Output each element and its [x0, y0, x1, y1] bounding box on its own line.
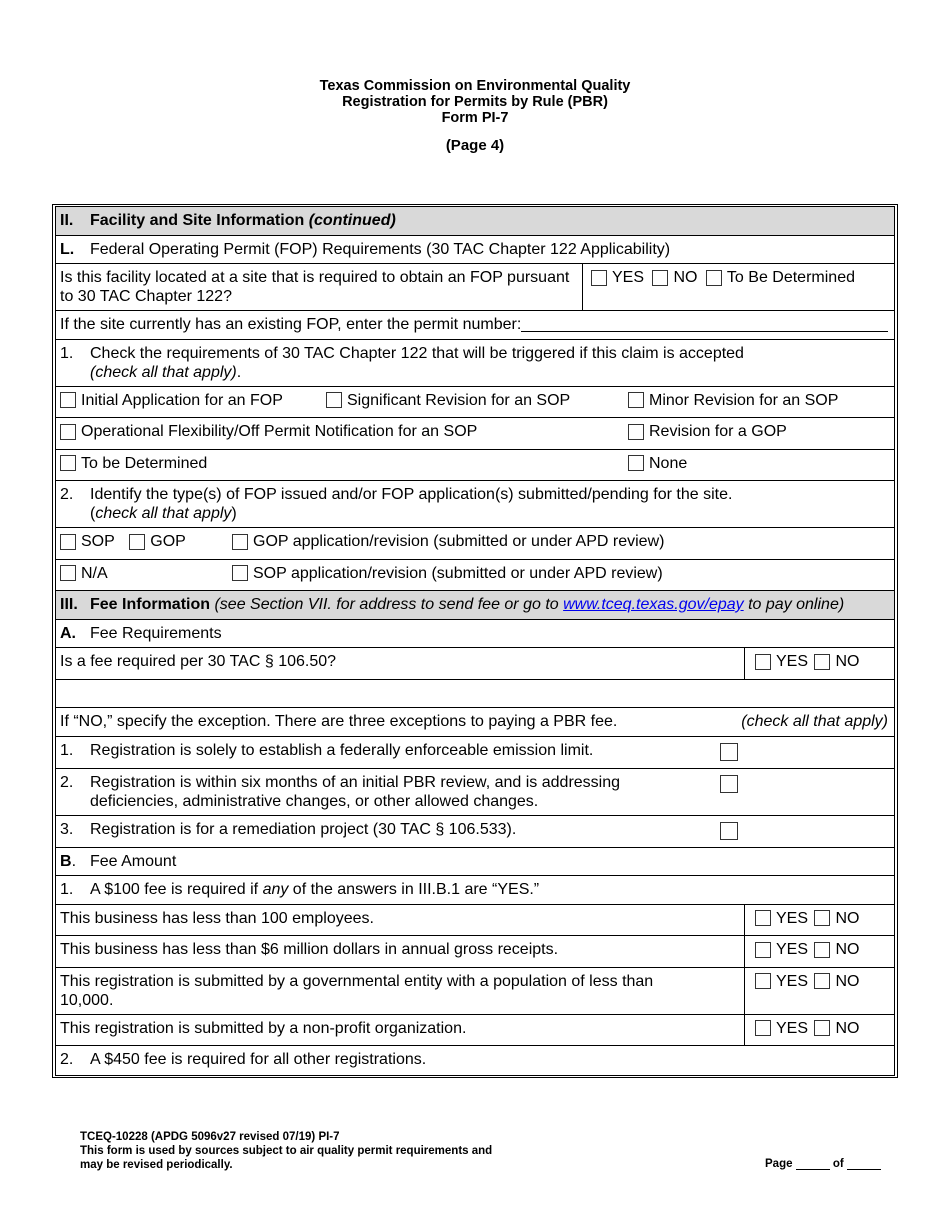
permit-number-input[interactable] — [521, 315, 888, 332]
epay-link[interactable]: www.tceq.texas.gov/epay — [563, 596, 744, 613]
checkbox[interactable] — [60, 534, 76, 550]
subsection-dot: . — [71, 852, 77, 870]
checkbox[interactable] — [755, 910, 771, 926]
section-note: to pay online) — [743, 596, 845, 613]
form-header — [0, 78, 950, 154]
option-label: Minor Revision for an SOP — [649, 391, 839, 409]
subsection-l — [56, 236, 894, 265]
subsection-number: A. — [60, 624, 76, 642]
item-number: 2. — [60, 1051, 74, 1068]
item-number: 2. — [60, 773, 74, 791]
subsection-number: B — [60, 852, 72, 870]
sop-option[interactable] — [60, 532, 115, 551]
form-id: TCEQ-10228 (APDG 5096v27 revised 07/19) PI-7 — [80, 1131, 340, 1143]
paren: ) — [231, 505, 237, 522]
non-profit-question — [56, 1015, 894, 1047]
question-text: Is a fee required per 30 TAC § 106.50? — [60, 653, 337, 670]
checkbox[interactable] — [628, 392, 644, 408]
option-label: NO — [835, 941, 860, 958]
initial-application-option[interactable] — [60, 391, 283, 410]
exception-note: (check all that apply) — [741, 713, 888, 730]
checkbox[interactable] — [628, 424, 644, 440]
fee-required-question — [56, 648, 894, 680]
item-emphasis: any — [262, 881, 289, 898]
na-option[interactable] — [60, 564, 108, 583]
no-option[interactable] — [814, 652, 859, 671]
item-text: A $100 fee is required if — [90, 881, 263, 898]
page-number-input[interactable] — [796, 1158, 830, 1170]
checkbox[interactable] — [814, 973, 830, 989]
subsection-title: Fee Amount — [90, 852, 177, 870]
subsection-a — [56, 620, 894, 649]
exception-header — [56, 708, 894, 737]
item-text: Registration is within six months of an initial PBR review, and is addressing deficiencies, administrative changes, or other allowed changes. — [90, 773, 621, 810]
of-label: of — [832, 1158, 844, 1170]
item-text: Identify the type(s) of FOP issued and/or FOP application(s) submitted/pending for the site. — [90, 486, 733, 503]
option-label: SOP application/revision (submitted or under APD review) — [253, 564, 663, 582]
checkbox[interactable] — [60, 565, 76, 581]
yes-option[interactable] — [755, 972, 808, 991]
option-label: YES — [776, 941, 809, 958]
section-title: Fee Information — [90, 596, 211, 613]
checkbox[interactable] — [326, 392, 342, 408]
item-note: check all that apply — [95, 505, 232, 522]
subsection-title: Federal Operating Permit (FOP) Requirements (30 TAC Chapter 122 Applicability) — [90, 240, 671, 258]
item-text: Registration is solely to establish a federally enforceable emission limit. — [90, 741, 594, 759]
item-text: Registration is for a remediation project (30 TAC § 106.533). — [90, 820, 517, 838]
section-number: III. — [60, 596, 78, 613]
question-text: Is this facility located at a site that is required to obtain an FOP pursuant to 30 TAC Chapter 122? — [60, 269, 570, 305]
checkbox[interactable] — [755, 942, 771, 958]
item-2-options-row-2 — [56, 560, 894, 592]
fop-tbd-option[interactable] — [706, 268, 855, 287]
section-iii-header — [56, 591, 894, 620]
option-label: NO — [673, 269, 698, 286]
section-note: (see Section VII. for address to send fee or go to — [214, 596, 564, 613]
checkbox[interactable] — [814, 654, 830, 670]
checkbox[interactable] — [814, 942, 830, 958]
question-text: This registration is submitted by a non-profit organization. — [60, 1019, 467, 1037]
subsection-title: Fee Requirements — [90, 624, 222, 642]
item-1-options-row-3 — [56, 450, 894, 482]
checkbox[interactable] — [755, 973, 771, 989]
item-number: 3. — [60, 820, 74, 838]
yes-option[interactable] — [755, 652, 808, 671]
section-title: Facility and Site Information — [90, 212, 305, 229]
item-1-options-row-1 — [56, 387, 894, 419]
checkbox[interactable] — [814, 1020, 830, 1036]
section-number: II. — [60, 212, 74, 229]
option-label: YES — [776, 972, 809, 990]
exception-checkbox[interactable] — [720, 822, 738, 840]
exception-row — [56, 769, 894, 816]
checkbox[interactable] — [591, 270, 607, 286]
checkbox[interactable] — [232, 534, 248, 550]
exception-checkbox[interactable] — [720, 775, 738, 793]
item-text: Check the requirements of 30 TAC Chapter 122 that will be triggered if this claim is accepted — [90, 344, 744, 362]
checkbox[interactable] — [706, 270, 722, 286]
gop-application-option[interactable] — [232, 532, 664, 551]
option-label: GOP — [150, 533, 186, 550]
checkbox[interactable] — [60, 424, 76, 440]
gop-option[interactable] — [129, 532, 186, 551]
form-title: Registration for Permits by Rule (PBR) — [342, 94, 608, 110]
footer-note: may be revised periodically. — [80, 1159, 233, 1171]
subsection-number: L. — [60, 240, 75, 258]
section-ii-header — [56, 207, 894, 236]
no-option[interactable] — [814, 1019, 859, 1038]
item-number: 1. — [60, 344, 74, 362]
page-indicator: (Page 4) — [445, 137, 505, 154]
minor-revision-option[interactable] — [628, 391, 838, 410]
option-label: Initial Application for an FOP — [81, 391, 283, 409]
item-end: . — [236, 363, 242, 381]
subsection-b — [56, 848, 894, 877]
item-number: 1. — [60, 881, 74, 898]
fop-no-option[interactable] — [652, 268, 697, 287]
no-option[interactable] — [814, 940, 859, 959]
permit-number-label: If the site currently has an existing FOP, enter the permit number: — [60, 316, 522, 333]
total-pages-input[interactable] — [847, 1158, 881, 1170]
option-label: NO — [835, 909, 860, 927]
yes-option[interactable] — [755, 909, 808, 928]
option-label: NO — [835, 1019, 860, 1037]
gop-revision-option[interactable] — [628, 422, 787, 441]
checkbox[interactable] — [755, 654, 771, 670]
paren: ( — [90, 505, 96, 522]
form-number: Form PI-7 — [441, 110, 509, 126]
item-number: 2. — [60, 486, 74, 503]
question-text: This business has less than $6 million dollars in annual gross receipts. — [60, 941, 559, 958]
checkbox[interactable] — [814, 910, 830, 926]
option-label: YES — [776, 1019, 809, 1037]
option-label: Revision for a GOP — [649, 423, 787, 440]
option-label: YES — [612, 269, 645, 286]
option-label: None — [649, 454, 688, 472]
none-option[interactable] — [628, 454, 687, 473]
option-label: Significant Revision for an SOP — [347, 391, 571, 409]
exception-text: If “NO,” specify the exception. There are three exceptions to paying a PBR fee. — [60, 713, 618, 730]
no-option[interactable] — [814, 909, 859, 928]
checkbox[interactable] — [232, 565, 248, 581]
option-label: GOP application/revision (submitted or under APD review) — [253, 533, 665, 550]
sop-application-option[interactable] — [232, 564, 663, 583]
question-text: This business has less than 100 employees. — [60, 909, 374, 927]
checkbox[interactable] — [60, 392, 76, 408]
to-be-determined-option[interactable] — [60, 454, 207, 473]
item-1-options-row-2 — [56, 418, 894, 450]
option-label: NO — [835, 972, 860, 990]
page-label: Page — [765, 1158, 793, 1170]
option-label: To be Determined — [81, 454, 208, 472]
option-label: NO — [835, 653, 860, 670]
checkbox[interactable] — [755, 1020, 771, 1036]
blank-row — [56, 680, 894, 709]
yes-option[interactable] — [755, 940, 808, 959]
option-label: Operational Flexibility/Off Permit Notification for an SOP — [81, 423, 478, 440]
checkbox[interactable] — [652, 270, 668, 286]
form-footer — [80, 1130, 492, 1172]
significant-revision-option[interactable] — [326, 391, 570, 410]
fop-yes-option[interactable] — [591, 268, 644, 287]
item-1 — [56, 340, 894, 387]
exception-row — [56, 816, 894, 848]
no-option[interactable] — [814, 972, 859, 991]
fee-100-row — [56, 876, 894, 905]
section-suffix: (continued) — [308, 212, 396, 229]
option-label: N/A — [81, 564, 108, 582]
checkbox[interactable] — [628, 455, 644, 471]
item-note: (check all that apply) — [90, 363, 237, 381]
exception-row — [56, 737, 894, 769]
governmental-entity-question — [56, 968, 894, 1015]
item-text: A $450 fee is required for all other registrations. — [90, 1051, 427, 1068]
exception-checkbox[interactable] — [720, 743, 738, 761]
checkbox[interactable] — [60, 455, 76, 471]
checkbox[interactable] — [129, 534, 145, 550]
item-2-options-row-1 — [56, 528, 894, 560]
permit-number-row — [56, 311, 894, 340]
question-text: This registration is submitted by a governmental entity with a population of less than 10,000. — [60, 972, 654, 1009]
fee-450-row — [56, 1046, 894, 1075]
option-label: To Be Determined — [726, 269, 855, 286]
form-table — [52, 204, 898, 1078]
item-text: of the answers in III.B.1 are “YES.” — [288, 881, 540, 898]
option-label: YES — [776, 653, 809, 670]
footer-note: This form is used by sources subject to air quality permit requirements and — [80, 1145, 493, 1157]
yes-option[interactable] — [755, 1019, 808, 1038]
item-number: 1. — [60, 741, 74, 759]
page-of-field — [765, 1158, 881, 1170]
option-label: SOP — [81, 533, 115, 550]
operational-flexibility-option[interactable] — [60, 422, 477, 441]
fop-required-question — [56, 264, 894, 311]
item-2 — [56, 481, 894, 528]
option-label: YES — [776, 909, 809, 927]
employees-question — [56, 905, 894, 937]
org-name: Texas Commission on Environmental Quality — [319, 78, 631, 94]
gross-receipts-question — [56, 936, 894, 968]
